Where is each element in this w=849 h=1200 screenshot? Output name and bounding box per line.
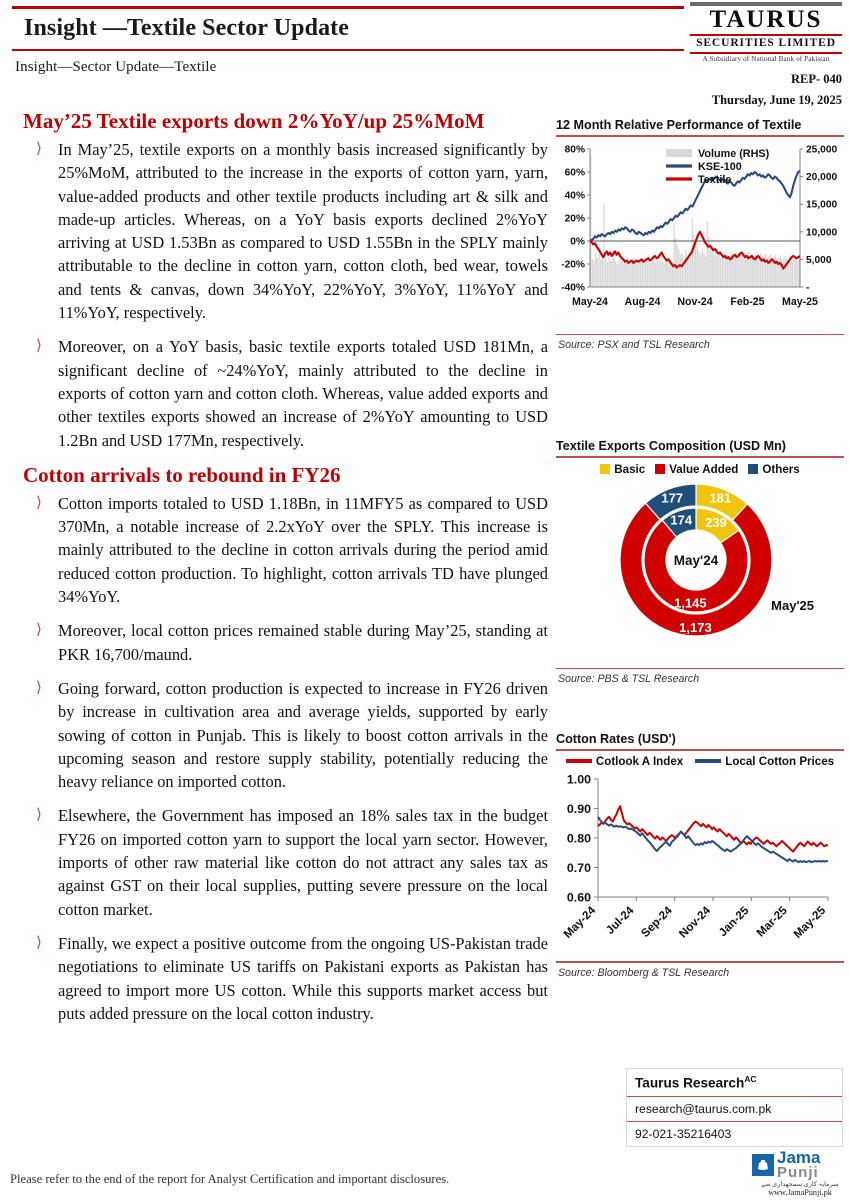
svg-text:1.00: 1.00 (566, 772, 591, 787)
svg-text:Aug-24: Aug-24 (624, 295, 661, 308)
svg-text:20%: 20% (564, 213, 585, 225)
chart-source-cotton-rates: Source: Bloomberg & TSL Research (558, 966, 730, 979)
jamapunji-wordmark (777, 1150, 820, 1179)
svg-text:Jul-24: Jul-24 (603, 903, 637, 937)
svg-text:Sep-24: Sep-24 (638, 903, 675, 940)
legend-line-local-icon (695, 759, 721, 763)
jamapunji-word-punji: Punji (777, 1163, 819, 1181)
contact-email[interactable]: research@taurus.com.pk (635, 1101, 772, 1116)
chart-exports-composition (556, 478, 844, 666)
list-item (14, 492, 548, 608)
jamapunji-logo[interactable] (752, 1150, 848, 1197)
chart-source-relative-performance: Source: PSX and TSL Research (558, 339, 710, 352)
logo-wordmark: TAURUS (709, 6, 823, 33)
legend-label-value-added: Value Added (669, 462, 739, 476)
svg-text:80%: 80% (564, 144, 585, 156)
page-title: Insight —Textile Sector Update (24, 15, 350, 41)
svg-text:15,000: 15,000 (806, 199, 838, 211)
svg-text:May-25: May-25 (782, 295, 818, 308)
section-bullets-1 (14, 138, 548, 452)
contact-name-superscript: AC (744, 1074, 757, 1084)
logo-securities-line: SECURITIES LIMITED (696, 37, 836, 50)
svg-text:10,000: 10,000 (806, 226, 838, 238)
bullet-text: Going forward, cotton production is expected to increase in FY26 driven by increase in cultivation area and average yields, supported by early sowing of cotton in Punjab. This is likely to boost cotton arrivals in the upcoming season and restore supply stability, potentially reducing the heavy reliance on imported cotton. (58, 678, 548, 792)
panel-rule (556, 749, 844, 751)
bullet-text: Elsewhere, the Government has imposed an 18% sales tax in the budget FY26 on imported cotton yarn to support the local yarn sector. However, imports of other raw material like cotton do not attract any sales tax as against GST on their local supplies, putting severe pressure on the local cotton market. (58, 806, 548, 919)
bullet-chevron-icon: ⟩ (36, 622, 42, 639)
section-heading-1: May’25 Textile exports down 2%YoY/up 25%MoM (23, 109, 485, 133)
legend-line-cotlook-icon (566, 759, 592, 763)
logo-subsidiary-line: A Subsidiary of National Bank of Pakistan (702, 55, 830, 64)
legend-item-cotlook (566, 755, 683, 768)
svg-text:Feb-25: Feb-25 (730, 295, 765, 308)
svg-text:May-25: May-25 (791, 903, 829, 941)
legend-item-basic (600, 463, 645, 476)
legend-swatch-basic-icon (600, 464, 610, 474)
panel-exports-composition (556, 439, 844, 685)
svg-text:0.60: 0.60 (566, 890, 591, 905)
svg-text:-20%: -20% (561, 259, 585, 271)
list-item (14, 335, 548, 451)
section-heading-2: Cotton arrivals to rebound in FY26 (23, 462, 341, 487)
legend-label-basic: Basic (614, 462, 646, 476)
svg-text:174: 174 (670, 512, 693, 528)
panel-cotton-rates (556, 732, 844, 978)
legend-cotton-rates (556, 755, 844, 768)
jamapunji-pot-icon (752, 1154, 774, 1176)
panel-rule (556, 456, 844, 458)
article-body (14, 103, 548, 1036)
svg-text:May'25: May'25 (771, 597, 814, 613)
svg-text:5,000: 5,000 (806, 254, 832, 266)
bullet-chevron-icon: ⟩ (36, 338, 42, 355)
svg-text:0.90: 0.90 (566, 801, 591, 816)
contact-name-row (627, 1069, 842, 1096)
section-bullets-2 (14, 492, 548, 1025)
svg-text:177: 177 (661, 490, 684, 506)
svg-text:-: - (806, 282, 810, 294)
legend-label-local: Local Cotton Prices (725, 754, 835, 768)
legend-item-value-added (655, 463, 738, 476)
svg-text:1,173: 1,173 (679, 619, 712, 635)
svg-text:May-24: May-24 (572, 295, 608, 308)
svg-text:1,145: 1,145 (674, 595, 707, 611)
svg-text:May'24: May'24 (673, 552, 719, 568)
taurus-logo (690, 2, 842, 108)
legend-composition (556, 463, 844, 476)
list-item (14, 932, 548, 1025)
bullet-text: Finally, we expect a positive outcome from the ongoing US-Pakistan trade negotiations to eliminate US tariffs on Pakistani exports as Pakistan has agreed to import more US cotton. While this supports market access but puts added pressure on the local cotton industry. (58, 933, 548, 1023)
svg-text:May-24: May-24 (561, 903, 599, 941)
svg-text:Nov-24: Nov-24 (677, 295, 713, 308)
chart-title-composition: Textile Exports Composition (USD Mn) (556, 439, 786, 454)
legend-swatch-others-icon (748, 464, 758, 474)
svg-text:0.80: 0.80 (566, 831, 591, 846)
svg-text:25,000: 25,000 (806, 144, 838, 156)
svg-text:Jan-25: Jan-25 (716, 903, 752, 940)
svg-text:-40%: -40% (561, 282, 585, 294)
list-item (14, 804, 548, 920)
list-item (14, 619, 548, 666)
report-date: Thursday, June 19, 2025 (711, 92, 842, 107)
contact-name: Taurus Research (635, 1075, 745, 1091)
chart-cotton-rates (556, 769, 844, 959)
chart-title-relative-performance: 12 Month Relative Performance of Textile (556, 118, 802, 132)
jamapunji-urdu-tagline: سرمایہ کاری سمجھداری سے (761, 1181, 839, 1189)
bullet-text: In May’25, textile exports on a monthly basis increased significantly by 25%MoM, attributed to the increase in the exports of cotton yarn, yarn, value-added products and other textile products including art & silk and made-up articles. Whereas, on a YoY basis exports declined 2%YoY arriving at USD 1.53Bn as compared to USD 1.55Bn in the SPLY mainly attributable to the decline in cotton yarn, cotton cloth, bed wear, towels and tents & canvas, down 34%YoY, 22%YoY, 3%YoY, 11%YoY and 11%YoY, respectively. (58, 140, 548, 323)
legend-item-others (748, 463, 799, 476)
svg-text:60%: 60% (564, 167, 585, 179)
svg-text:239: 239 (705, 514, 727, 530)
header-left (12, 6, 684, 76)
jamapunji-word-jama: Jama (777, 1148, 821, 1167)
chart-title-cotton-rates: Cotton Rates (USD') (556, 732, 676, 747)
list-item (14, 138, 548, 324)
chart-relative-performance (556, 137, 844, 332)
svg-text:Mar-25: Mar-25 (754, 903, 790, 940)
bullet-chevron-icon: ⟩ (36, 679, 42, 696)
charts-sidebar (556, 118, 844, 979)
report-id: REP- 040 (790, 71, 842, 86)
svg-text:Textile: Textile (698, 173, 732, 186)
contact-box (626, 1068, 843, 1147)
bullet-chevron-icon: ⟩ (36, 494, 42, 511)
svg-text:KSE-100: KSE-100 (698, 160, 742, 173)
panel-relative-performance (556, 118, 844, 351)
pot-icon-svg (755, 1157, 771, 1173)
bullet-chevron-icon: ⟩ (36, 141, 42, 157)
chart-source-composition: Source: PBS & TSL Research (558, 673, 700, 686)
svg-text:40%: 40% (564, 190, 585, 202)
logo-rule-2 (690, 52, 842, 54)
legend-label-others: Others (762, 462, 800, 476)
contact-phone[interactable]: 92-021-35216403 (635, 1127, 732, 1142)
svg-text:0.70: 0.70 (566, 860, 591, 875)
svg-text:181: 181 (709, 490, 732, 506)
bullet-text: Moreover, on a YoY basis, basic textile exports totaled USD 181Mn, a significant decline of ~24%YoY, mainly attributed to the decline in exports of cotton yarn and cotton cloth. Whereas, value added exports and other textiles exports showed an increase of 2%YoY amounting to USD 1.2Bn and USD 177Mn, respectively. (58, 337, 548, 450)
bullet-chevron-icon: ⟩ (36, 934, 42, 951)
legend-label-cotlook: Cotlook A Index (595, 754, 684, 768)
jamapunji-mark-row (752, 1150, 848, 1179)
bullet-chevron-icon: ⟩ (36, 807, 42, 824)
list-item (14, 677, 548, 793)
logo-rule-1 (690, 34, 842, 36)
legend-swatch-value-added-icon (655, 464, 665, 474)
svg-text:Volume (RHS): Volume (RHS) (698, 147, 770, 160)
document-header (0, 0, 849, 107)
svg-text:0%: 0% (570, 236, 585, 248)
legend-item-local (695, 755, 834, 768)
footer-disclaimer: Please refer to the end of the report for Analyst Certification and important disclosures. (10, 1172, 450, 1186)
header-subtitle: Insight—Sector Update—Textile (15, 59, 217, 75)
svg-text:Nov-24: Nov-24 (676, 903, 714, 941)
jamapunji-url[interactable]: www.JamaPunji.pk (768, 1188, 832, 1198)
bullet-text: Cotton imports totaled to USD 1.18Bn, in 11MFY5 as compared to USD 370Mn, a notable increase of 2.2xYoY over the SPLY. This increase is mainly attributed to the decline in cotton arrivals during the period amid reduced cotton production. To highlight, cotton arrivals TD have plunged 34%YoY. (58, 493, 548, 607)
bullet-text: Moreover, local cotton prices remained stable during May’25, standing at PKR 16,700/maund. (58, 621, 548, 664)
svg-text:20,000: 20,000 (806, 171, 838, 183)
